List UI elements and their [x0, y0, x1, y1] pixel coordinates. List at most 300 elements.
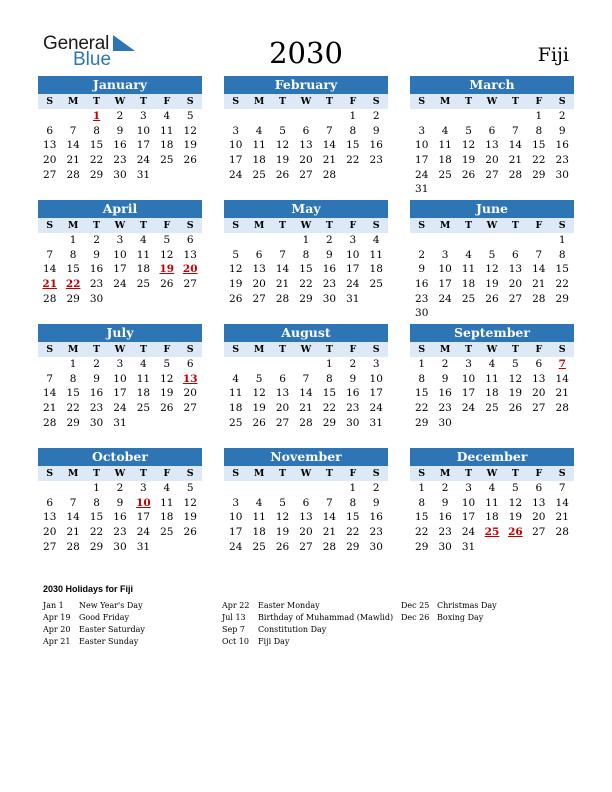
empty-day-cell — [504, 540, 527, 555]
week-row — [38, 153, 202, 168]
day-cell: 30 — [415, 307, 429, 320]
week-row — [410, 233, 574, 248]
day-cell: 24 — [461, 526, 476, 539]
holiday-item — [222, 624, 393, 636]
week-row — [38, 540, 202, 555]
week-row — [224, 233, 388, 248]
week-row — [410, 386, 574, 401]
day-cell: 19 — [275, 154, 290, 167]
month-february — [224, 76, 388, 182]
day-cell: 15 — [415, 387, 429, 400]
day-cell: 17 — [415, 154, 429, 167]
weekday-label: F — [163, 344, 171, 355]
week-row — [410, 357, 574, 372]
day-cell: 5 — [488, 248, 496, 261]
holiday-date: Oct 10 — [222, 637, 249, 646]
day-cell: 7 — [535, 248, 543, 261]
weekday-label: S — [418, 344, 426, 355]
day-cell: 1 — [326, 358, 333, 370]
day-cell: 9 — [441, 496, 449, 509]
empty-day-cell — [433, 182, 456, 197]
country-name: Fiji — [537, 44, 569, 66]
day-cell: 9 — [326, 248, 333, 261]
day-cell: 23 — [369, 526, 383, 539]
day-cell: 19 — [508, 511, 523, 524]
weekday-label: S — [186, 468, 194, 479]
day-cell: 20 — [43, 154, 57, 167]
day-cell: 19 — [160, 387, 174, 400]
month-header: December — [410, 448, 574, 466]
day-cell: 15 — [532, 139, 546, 152]
day-cell: 25 — [369, 278, 383, 291]
day-cell: 9 — [93, 248, 100, 261]
day-cell: 9 — [558, 124, 566, 137]
weekday-label: M — [253, 220, 265, 231]
day-cell: 15 — [555, 263, 569, 276]
day-cell: 21 — [275, 278, 290, 291]
weekday-label: S — [418, 468, 426, 479]
day-cell: 13 — [43, 511, 57, 524]
day-cell: 4 — [255, 496, 263, 509]
day-cell: 29 — [299, 292, 313, 305]
day-cell: 25 — [160, 526, 174, 539]
weekday-label: T — [93, 220, 101, 231]
day-cell: 28 — [532, 292, 546, 305]
month-header: October — [38, 448, 202, 466]
day-cell: 8 — [535, 124, 543, 137]
day-cell: 3 — [140, 110, 147, 122]
day-cell: 28 — [66, 540, 80, 553]
day-cell: 21 — [555, 387, 569, 400]
day-cell: 10 — [136, 124, 151, 137]
weekday-label: W — [486, 468, 498, 479]
week-row — [410, 168, 574, 183]
day-cell: 29 — [415, 416, 429, 429]
day-cell: 21 — [43, 402, 57, 415]
empty-day-cell — [480, 182, 503, 197]
weekday-label: F — [163, 468, 171, 479]
week-row — [224, 138, 388, 153]
empty-day-cell — [365, 168, 388, 183]
week-row — [224, 416, 388, 431]
weekday-label: W — [300, 96, 312, 107]
weekday-label: F — [163, 96, 171, 107]
day-cell: 16 — [555, 139, 569, 152]
day-cell: 27 — [299, 168, 313, 181]
empty-day-cell — [410, 233, 433, 248]
day-cell: 27 — [43, 168, 57, 181]
day-cell: 16 — [415, 278, 429, 291]
week-row — [38, 109, 202, 124]
empty-day-cell — [527, 306, 550, 321]
day-cell: 20 — [532, 511, 546, 524]
day-cell: 22 — [555, 278, 569, 291]
day-cell: 6 — [488, 124, 496, 137]
day-cell: 22 — [89, 154, 104, 167]
day-cell: 2 — [93, 358, 100, 370]
day-cell: 15 — [89, 511, 104, 524]
day-cell: 5 — [512, 482, 519, 494]
empty-day-cell — [179, 416, 202, 431]
day-cell: 15 — [346, 511, 360, 524]
day-cell: 7 — [69, 124, 77, 137]
holiday-date: Dec 26 — [401, 613, 430, 622]
day-cell: 6 — [535, 482, 543, 494]
day-cell: 23 — [113, 526, 127, 539]
day-cell: 5 — [465, 124, 472, 137]
day-cell: 21 — [322, 526, 337, 539]
weekday-label: S — [558, 96, 566, 107]
month-header: February — [224, 76, 388, 94]
day-cell: 21 — [66, 526, 80, 539]
day-cell: 17 — [113, 263, 127, 276]
weekday-label: W — [486, 220, 498, 231]
day-cell: 11 — [461, 263, 476, 276]
week-row — [224, 248, 388, 263]
holiday-item — [222, 600, 393, 612]
day-cell: 31 — [136, 168, 151, 181]
day-cell: 1 — [535, 110, 543, 122]
day-cell: 12 — [229, 263, 243, 276]
day-cell: 4 — [372, 234, 380, 246]
day-cell: 4 — [255, 124, 263, 137]
day-cell: 2 — [372, 482, 380, 494]
day-cell: 6 — [46, 496, 54, 509]
weekday-label: F — [349, 96, 357, 107]
day-cell: 18 — [160, 511, 174, 524]
day-cell: 30 — [555, 168, 569, 181]
day-cell: 18 — [438, 154, 452, 167]
day-cell: 18 — [136, 387, 151, 400]
day-cell: 19 — [485, 278, 499, 291]
day-cell: 25 — [484, 526, 500, 539]
day-cell: 4 — [163, 110, 171, 122]
day-cell: 3 — [418, 124, 426, 137]
day-cell: 30 — [89, 292, 104, 305]
day-cell: 26 — [183, 154, 197, 167]
empty-day-cell — [271, 357, 294, 372]
holiday-name: Boxing Day — [437, 613, 484, 622]
day-cell: 8 — [326, 372, 333, 385]
weekday-label: S — [186, 96, 194, 107]
day-cell: 28 — [43, 416, 57, 429]
day-cell: 3 — [465, 482, 472, 494]
week-row — [38, 525, 202, 540]
day-cell: 14 — [275, 263, 290, 276]
day-cell: 28 — [508, 168, 523, 181]
day-cell: 8 — [418, 496, 426, 509]
empty-day-cell — [294, 109, 317, 124]
day-cell: 9 — [116, 124, 124, 137]
day-cell: 10 — [346, 248, 360, 261]
weekday-label: M — [439, 468, 451, 479]
day-cell: 27 — [485, 168, 499, 181]
empty-day-cell — [271, 109, 294, 124]
weekday-label: M — [67, 220, 79, 231]
day-cell: 2 — [93, 234, 100, 246]
day-cell: 19 — [229, 278, 243, 291]
holidays-column — [222, 600, 393, 648]
day-cell: 26 — [461, 168, 476, 181]
holiday-item — [222, 612, 393, 624]
holiday-name: Easter Monday — [258, 601, 320, 610]
week-row — [410, 525, 574, 540]
day-cell: 11 — [229, 387, 243, 400]
day-cell: 14 — [66, 139, 80, 152]
week-row — [410, 109, 574, 124]
week-row — [224, 401, 388, 416]
empty-day-cell — [433, 233, 456, 248]
day-cell: 24 — [346, 278, 360, 291]
day-cell: 20 — [299, 154, 313, 167]
day-cell: 27 — [275, 416, 290, 429]
empty-day-cell — [247, 357, 270, 372]
weekday-label: T — [511, 96, 519, 107]
weekday-label: W — [486, 96, 498, 107]
day-cell: 28 — [299, 416, 313, 429]
day-cell: 5 — [163, 234, 171, 246]
empty-day-cell — [551, 182, 574, 197]
day-cell: 13 — [485, 139, 499, 152]
empty-day-cell — [341, 168, 364, 183]
weekday-label: M — [253, 468, 265, 479]
day-cell: 16 — [89, 263, 104, 276]
day-cell: 22 — [299, 278, 313, 291]
day-cell: 10 — [415, 139, 429, 152]
day-cell: 20 — [485, 154, 499, 167]
day-cell: 26 — [183, 526, 197, 539]
weekday-label: S — [372, 468, 380, 479]
day-cell: 29 — [346, 540, 360, 553]
day-cell: 9 — [116, 496, 124, 509]
week-row — [410, 292, 574, 307]
empty-day-cell — [480, 233, 503, 248]
holiday-name: Christmas Day — [437, 601, 497, 610]
day-cell: 12 — [183, 496, 197, 509]
day-cell: 7 — [279, 248, 286, 261]
empty-day-cell — [108, 292, 131, 307]
month-header: March — [410, 76, 574, 94]
weekday-label: S — [186, 220, 194, 231]
weekday-label: S — [232, 468, 240, 479]
holiday-date: Apr 22 — [222, 601, 250, 610]
day-cell: 29 — [555, 292, 569, 305]
day-cell: 13 — [182, 372, 198, 385]
empty-day-cell — [294, 481, 317, 496]
day-cell: 28 — [322, 168, 337, 181]
day-cell: 11 — [485, 372, 499, 385]
holiday-name: Birthday of Muhammad (Mawlid) — [258, 613, 394, 622]
empty-day-cell — [132, 416, 155, 431]
week-row — [410, 153, 574, 168]
empty-day-cell — [155, 540, 178, 555]
empty-day-cell — [224, 481, 247, 496]
weekday-label: W — [114, 344, 126, 355]
day-cell: 21 — [42, 278, 58, 291]
weekday-header-row — [410, 342, 574, 357]
week-row — [224, 386, 388, 401]
day-cell: 5 — [512, 358, 519, 370]
month-march — [410, 76, 574, 197]
day-cell: 9 — [372, 124, 380, 137]
weekday-label: S — [558, 220, 566, 231]
day-cell: 26 — [229, 292, 243, 305]
day-cell: 13 — [532, 372, 546, 385]
week-row — [410, 481, 574, 496]
day-cell: 12 — [508, 496, 523, 509]
empty-day-cell — [504, 416, 527, 431]
week-row — [38, 372, 202, 387]
day-cell: 13 — [252, 263, 266, 276]
day-cell: 17 — [229, 154, 243, 167]
empty-day-cell — [155, 416, 178, 431]
day-cell: 21 — [66, 154, 80, 167]
month-july — [38, 324, 202, 430]
day-cell: 22 — [532, 154, 546, 167]
day-cell: 12 — [275, 511, 290, 524]
day-cell: 19 — [252, 402, 266, 415]
day-cell: 6 — [279, 372, 286, 385]
empty-day-cell — [480, 109, 503, 124]
day-cell: 1 — [418, 482, 426, 494]
day-cell: 30 — [113, 168, 127, 181]
day-cell: 12 — [461, 139, 476, 152]
holiday-name: Easter Saturday — [79, 625, 145, 634]
day-cell: 3 — [465, 358, 472, 370]
day-cell: 30 — [369, 540, 383, 553]
day-cell: 26 — [485, 292, 499, 305]
empty-day-cell — [155, 292, 178, 307]
day-cell: 1 — [302, 234, 310, 246]
weekday-label: T — [279, 96, 287, 107]
day-cell: 24 — [136, 154, 151, 167]
weekday-label: M — [67, 468, 79, 479]
empty-day-cell — [457, 416, 480, 431]
day-cell: 17 — [461, 511, 476, 524]
weekday-label: S — [418, 96, 426, 107]
day-cell: 14 — [322, 511, 337, 524]
weekday-header-row — [38, 342, 202, 357]
day-cell: 20 — [532, 387, 546, 400]
day-cell: 7 — [46, 372, 54, 385]
empty-day-cell — [38, 481, 61, 496]
week-row — [410, 182, 574, 197]
day-cell: 24 — [415, 168, 429, 181]
day-cell: 7 — [326, 124, 333, 137]
day-cell: 8 — [69, 248, 77, 261]
week-row — [224, 540, 388, 555]
day-cell: 29 — [322, 416, 337, 429]
day-cell: 27 — [252, 292, 266, 305]
weekday-label: T — [511, 344, 519, 355]
weekday-label: T — [465, 344, 473, 355]
week-row — [410, 372, 574, 387]
day-cell: 12 — [508, 372, 523, 385]
day-cell: 30 — [89, 416, 104, 429]
weekday-label: M — [439, 96, 451, 107]
weekday-label: S — [558, 468, 566, 479]
week-row — [410, 401, 574, 416]
day-cell: 5 — [163, 358, 171, 370]
day-cell: 4 — [140, 358, 147, 370]
day-cell: 27 — [183, 278, 197, 291]
day-cell: 23 — [89, 402, 104, 415]
week-row — [224, 168, 388, 183]
day-cell: 10 — [113, 372, 127, 385]
day-cell: 10 — [229, 139, 243, 152]
empty-day-cell — [179, 168, 202, 183]
week-row — [38, 292, 202, 307]
holidays-column — [401, 600, 497, 624]
day-cell: 7 — [558, 482, 566, 494]
day-cell: 2 — [326, 234, 333, 246]
day-cell: 14 — [43, 387, 57, 400]
weekday-header-row — [38, 218, 202, 233]
holiday-date: Jul 13 — [222, 613, 246, 622]
holiday-item — [43, 624, 145, 636]
weekday-label: M — [67, 344, 79, 355]
week-row — [410, 138, 574, 153]
day-cell: 16 — [322, 263, 337, 276]
day-cell: 15 — [66, 387, 80, 400]
day-cell: 6 — [302, 496, 310, 509]
day-cell: 22 — [346, 154, 360, 167]
day-cell: 8 — [418, 372, 426, 385]
day-cell: 24 — [461, 402, 476, 415]
day-cell: 9 — [93, 372, 100, 385]
day-cell: 29 — [89, 540, 104, 553]
weekday-label: S — [372, 220, 380, 231]
day-cell: 10 — [229, 511, 243, 524]
week-row — [224, 510, 388, 525]
day-cell: 24 — [113, 278, 127, 291]
day-cell: 2 — [349, 358, 357, 370]
day-cell: 10 — [438, 263, 452, 276]
empty-day-cell — [365, 292, 388, 307]
day-cell: 25 — [438, 168, 452, 181]
day-cell: 22 — [415, 402, 429, 415]
day-cell: 1 — [93, 482, 100, 494]
day-cell: 19 — [183, 139, 197, 152]
weekday-label: F — [535, 96, 543, 107]
day-cell: 7 — [512, 124, 519, 137]
day-cell: 16 — [113, 511, 127, 524]
day-cell: 2 — [441, 358, 449, 370]
empty-day-cell — [61, 109, 84, 124]
month-header: August — [224, 324, 388, 342]
day-cell: 29 — [89, 168, 104, 181]
day-cell: 25 — [252, 168, 266, 181]
day-cell: 6 — [186, 358, 194, 370]
weekday-label: F — [163, 220, 171, 231]
empty-day-cell — [61, 481, 84, 496]
day-cell: 28 — [322, 540, 337, 553]
day-cell: 6 — [186, 234, 194, 246]
day-cell: 4 — [140, 234, 147, 246]
weekday-label: T — [465, 220, 473, 231]
day-cell: 18 — [369, 263, 383, 276]
day-cell: 23 — [113, 154, 127, 167]
day-cell: 14 — [555, 372, 569, 385]
weekday-label: S — [372, 344, 380, 355]
day-cell: 25 — [229, 416, 243, 429]
week-row — [224, 109, 388, 124]
empty-day-cell — [155, 168, 178, 183]
day-cell: 15 — [346, 139, 360, 152]
weekday-label: S — [232, 96, 240, 107]
empty-day-cell — [480, 306, 503, 321]
day-cell: 4 — [232, 372, 240, 385]
